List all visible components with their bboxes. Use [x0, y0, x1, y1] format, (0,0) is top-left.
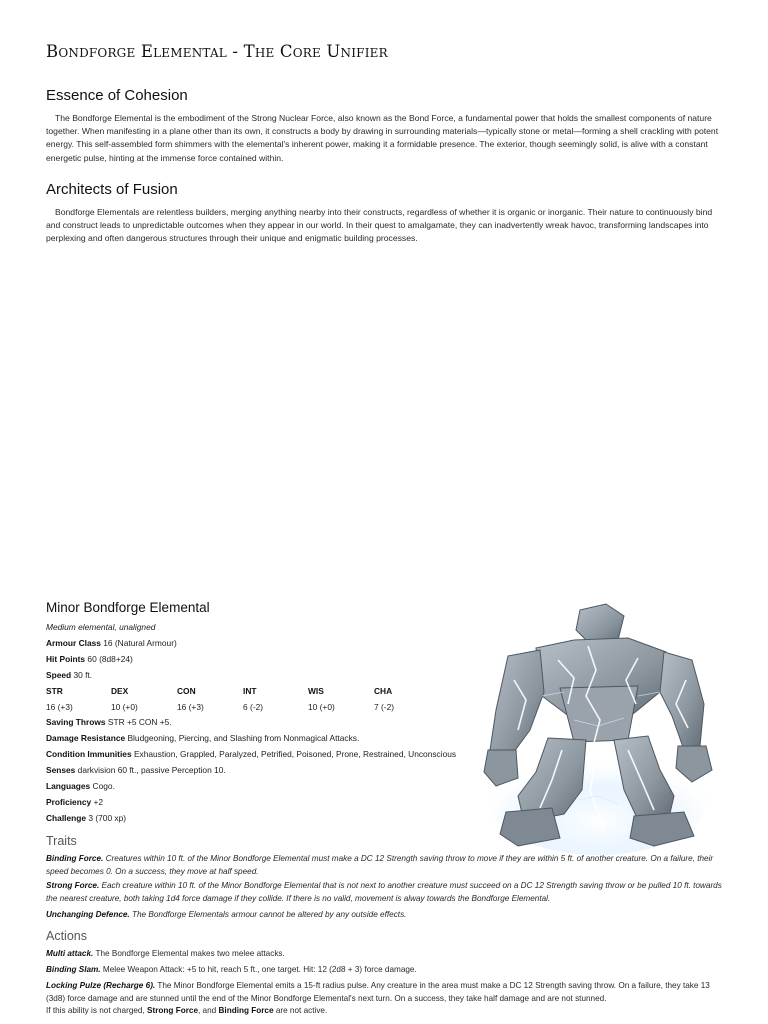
trait-binding-force: Binding Force. Creatures within 10 ft. of the Minor Bondforge Elemental must make a DC 12 Strength saving throw to move if they are within 5 ft. of another creature. On a failure, their speed becomes 0. On a success, they move at half speed. — [46, 854, 714, 876]
saving-throws: Saving Throws STR +5 CON +5. — [46, 717, 172, 727]
bondforge-elemental-illustration — [478, 600, 718, 855]
ability-value: 10 (+0) — [308, 702, 335, 712]
challenge: Challenge 3 (700 xp) — [46, 813, 127, 823]
action-locking-pulze: Locking Pulze (Recharge 6). The Minor Bondforge Elemental emits a 15-ft radius pulse. Any creature in the area must make a DC 12 Strength saving throw. On a failure, they take 13 (3d8) force damage and are stunned until the end of the Minor Bondforge Elemental's next turn. On a success, they take half damage and are not stunned. — [46, 981, 710, 1003]
architects-heading: Architects of Fusion — [46, 181, 178, 198]
ability-header: CON — [177, 686, 196, 696]
armour-class: Armour Class 16 (Natural Armour) — [46, 638, 177, 648]
ability-value: 16 (+3) — [46, 702, 73, 712]
essence-heading: Essence of Cohesion — [46, 87, 188, 104]
proficiency: Proficiency +2 — [46, 797, 104, 807]
trait-unchanging-defence: Unchanging Defence. The Bondforge Elementals armour cannot be altered by any outside effects. — [46, 910, 407, 919]
page-title: Bondforge Elemental - The Core Unifier — [46, 42, 388, 61]
ability-header: DEX — [111, 686, 129, 696]
action-binding-slam: Binding Slam. Melee Weapon Attack: +5 to hit, reach 5 ft., one target. Hit: 12 (2d8 + 3) force damage. — [46, 965, 417, 974]
type-line: Medium elemental, unaligned — [46, 622, 156, 632]
ability-value: 7 (-2) — [374, 702, 395, 712]
condition-immunities: Condition Immunities Exhaustion, Grappled, Paralyzed, Petrified, Poisoned, Prone, Restrained, Unconscious — [46, 749, 457, 759]
architects-paragraph: Bondforge Elementals are relentless builders, merging anything nearby into their constructs, regardless of whether it is organic or inorganic. Their nature to continuously bind and construct leads to unpredictable outcomes when they appear in our world. In their quest to amalgamate, they can inadvertently wreak havoc, transforming landscapes into perplexing and often dangerous structures through their unique and enigmatic building processes. — [46, 207, 713, 244]
recharge-note: If this ability is not charged, Strong Force, and Binding Force are not active. — [46, 1006, 328, 1015]
hit-points: Hit Points 60 (8d8+24) — [46, 654, 133, 664]
ability-header: WIS — [308, 686, 324, 696]
ability-value: 16 (+3) — [177, 702, 204, 712]
damage-resistance: Damage Resistance Bludgeoning, Piercing, and Slashing from Nonmagical Attacks. — [46, 733, 360, 743]
ability-value: 10 (+0) — [111, 702, 138, 712]
statblock — [46, 620, 476, 830]
speed: Speed 30 ft. — [46, 670, 93, 680]
essence-paragraph: The Bondforge Elemental is the embodiment of the Strong Nuclear Force, also known as the Bond Force, a fundamental power that holds the smallest components of nature together. When manifesting in a plane other than its own, it constructs a body by drawing in surrounding materials—typically stone or metal—forming a shell crackling with potent energy. This self-assembled form shimmers with the elemental's inherent power, making it a formidable presence. The exterior, though seemingly solid, is alive with a constant energetic pulse, hinting at the immense force contained within. — [46, 113, 719, 163]
languages: Languages Cogo. — [46, 781, 115, 791]
ability-header: CHA — [374, 686, 393, 696]
ability-header: INT — [243, 686, 257, 696]
action-multi-attack: Multi attack. The Bondforge Elemental makes two melee attacks. — [46, 949, 285, 958]
statblock-name: Minor Bondforge Elemental — [46, 600, 210, 615]
actions-heading: Actions — [46, 929, 87, 943]
senses: Senses darkvision 60 ft., passive Perception 10. — [46, 765, 226, 775]
ability-scores — [46, 686, 466, 716]
ability-header: STR — [46, 686, 63, 696]
trait-strong-force: Strong Force. Each creature within 10 ft. of the Minor Bondforge Elemental that is not next to another creature must succeed on a DC 12 Strength saving throw or be pulled 10 ft. towards the nearest creature, both taking 1d4 force damage if they collide. If there is no valid, movement is alway towards the Bondforge Elemental. — [46, 881, 722, 903]
traits-heading: Traits — [46, 834, 77, 848]
ability-value: 6 (-2) — [243, 702, 264, 712]
